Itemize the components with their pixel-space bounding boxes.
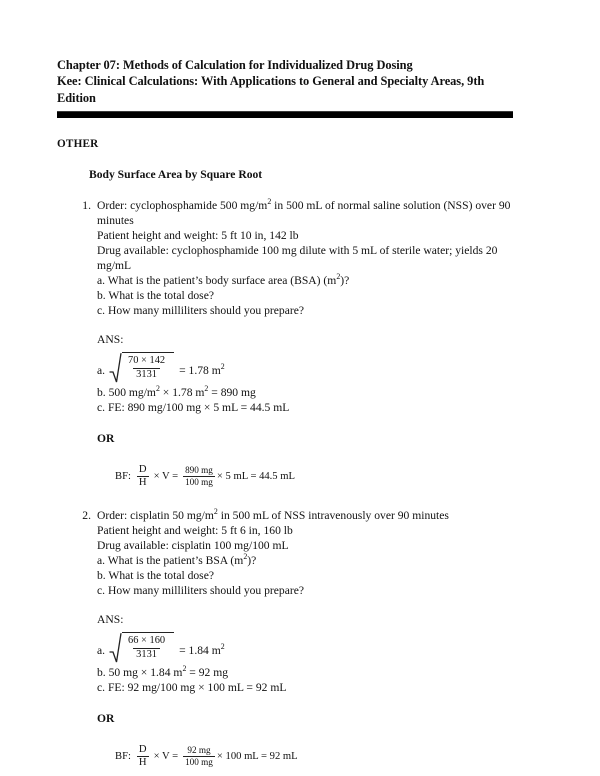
bf-dh-denominator: H bbox=[138, 757, 147, 769]
or-marker: OR bbox=[97, 711, 115, 725]
sub-a-rest: )? bbox=[340, 273, 350, 287]
fraction bbox=[125, 635, 168, 661]
bf-label: BF: bbox=[115, 751, 131, 763]
document-header bbox=[57, 57, 515, 106]
answer-a-result bbox=[174, 363, 225, 383]
header-line-book: Kee: Clinical Calculations: With Applications to General and Specialty Areas, 9th Edition bbox=[57, 74, 485, 105]
superscript-two: 2 bbox=[182, 664, 187, 674]
bf-dose-fraction bbox=[183, 745, 215, 768]
answer-b-text: b. 50 mg × 1.84 m bbox=[97, 665, 183, 679]
square-root-icon bbox=[109, 632, 122, 663]
or-marker: OR bbox=[97, 431, 115, 445]
bf-tail: × 100 mL = 92 mL bbox=[216, 751, 298, 763]
question-sub-a bbox=[97, 553, 515, 568]
answer-label: ANS: bbox=[97, 612, 124, 626]
document-content bbox=[57, 57, 515, 771]
question-patient-line: Patient height and weight: 5 ft 6 in, 160 lb bbox=[97, 523, 293, 537]
question-order-text: Order: cisplatin 50 mg/m bbox=[97, 508, 214, 522]
answer-c-line: c. FE: 92 mg/100 mg × 100 mL = 92 mL bbox=[97, 680, 287, 694]
superscript-two: 2 bbox=[204, 384, 209, 394]
radical-expression bbox=[109, 632, 174, 663]
sub-a-rest: )? bbox=[247, 553, 257, 567]
fraction-denominator: 3131 bbox=[133, 368, 160, 382]
question-sub-a bbox=[97, 273, 515, 288]
bf-dh-numerator: D bbox=[138, 464, 147, 476]
bf-dh-fraction bbox=[137, 464, 149, 489]
bf-tail: × 5 mL = 44.5 mL bbox=[216, 471, 295, 483]
question-number: 2. bbox=[82, 508, 91, 522]
section-heading-other: OTHER bbox=[57, 137, 99, 150]
answer-sqrt-formula bbox=[97, 349, 515, 383]
question-drug-line: Drug available: cyclophosphamide 100 mg dilute with 5 mL of sterile water; yields 20 mg/mL bbox=[97, 243, 498, 272]
subsection-heading-bsa: Body Surface Area by Square Root bbox=[89, 167, 263, 181]
superscript-two: 2 bbox=[336, 272, 341, 282]
superscript-two: 2 bbox=[220, 642, 225, 652]
bf-formula bbox=[115, 463, 515, 491]
bf-dh-fraction bbox=[137, 744, 149, 769]
fraction-denominator: 3131 bbox=[133, 648, 160, 662]
fraction-numerator: 70 × 142 bbox=[128, 355, 166, 367]
question-sub-c: c. How many milliliters should you prepare? bbox=[97, 583, 305, 597]
question-sub-b: b. What is the total dose? bbox=[97, 568, 214, 582]
question-sub-c: c. How many milliliters should you prepare? bbox=[97, 303, 305, 317]
bf-dose-numerator: 92 mg bbox=[187, 745, 211, 756]
question-sub-b: b. What is the total dose? bbox=[97, 288, 214, 302]
bf-dose-fraction bbox=[183, 465, 215, 488]
bf-dose-numerator: 890 mg bbox=[185, 465, 213, 476]
answer-block bbox=[57, 332, 515, 415]
answer-b-line bbox=[97, 665, 515, 680]
radicand bbox=[122, 632, 174, 663]
answer-b-text: b. 500 mg/m bbox=[97, 385, 156, 399]
answer-block bbox=[57, 612, 515, 695]
bf-times-v: × V = bbox=[153, 471, 179, 483]
superscript-two: 2 bbox=[243, 552, 248, 562]
answer-label: ANS: bbox=[97, 332, 124, 346]
question-order-rest: in 500 mL of normal saline solution (NSS) over 90 minutes bbox=[97, 198, 511, 227]
header-divider-rule bbox=[57, 111, 513, 118]
answer-b-rest: × 1.78 m bbox=[159, 385, 205, 399]
question-order-rest: in 500 mL of NSS intravenously over 90 minutes bbox=[217, 508, 449, 522]
question-patient-line: Patient height and weight: 5 ft 10 in, 142 lb bbox=[97, 228, 299, 242]
question-order-line bbox=[97, 508, 515, 523]
header-line-chapter: Chapter 07: Methods of Calculation for Individualized Drug Dosing bbox=[57, 58, 413, 72]
answer-a-letter: a. bbox=[97, 643, 106, 657]
sub-a-text: a. What is the patient’s body surface area (BSA) (m bbox=[97, 273, 337, 287]
question-drug-line: Drug available: cisplatin 100 mg/100 mL bbox=[97, 538, 289, 552]
question-item bbox=[57, 508, 515, 598]
fraction-numerator: 66 × 160 bbox=[128, 635, 166, 647]
answer-b-line bbox=[97, 385, 515, 400]
question-order-text: Order: cyclophosphamide 500 mg/m bbox=[97, 198, 268, 212]
bf-times-v: × V = bbox=[153, 751, 179, 763]
question-number: 1. bbox=[82, 198, 91, 212]
answer-c-line: c. FE: 890 mg/100 mg × 5 mL = 44.5 mL bbox=[97, 400, 290, 414]
superscript-two: 2 bbox=[213, 507, 218, 517]
answer-a-result bbox=[174, 643, 225, 663]
answer-b-rest2: = 890 mg bbox=[208, 385, 256, 399]
answer-a-letter: a. bbox=[97, 363, 106, 377]
answer-sqrt-formula bbox=[97, 629, 515, 663]
superscript-two: 2 bbox=[155, 384, 160, 394]
square-root-icon bbox=[109, 352, 122, 383]
radical-expression bbox=[109, 352, 174, 383]
superscript-two: 2 bbox=[220, 362, 225, 372]
bf-dose-denominator: 100 mg bbox=[185, 757, 213, 768]
answer-a-result-text: = 1.84 m bbox=[179, 643, 221, 657]
radicand bbox=[122, 352, 174, 383]
question-order-line bbox=[97, 198, 515, 228]
bf-formula bbox=[115, 743, 515, 771]
answer-b-rest: = 92 mg bbox=[186, 665, 229, 679]
bf-dh-numerator: D bbox=[138, 744, 147, 756]
question-item bbox=[57, 198, 515, 318]
fraction bbox=[125, 355, 168, 381]
sub-a-text: a. What is the patient’s BSA (m bbox=[97, 553, 244, 567]
bf-label: BF: bbox=[115, 471, 131, 483]
bf-dh-denominator: H bbox=[138, 477, 147, 489]
bf-dose-denominator: 100 mg bbox=[185, 477, 213, 488]
answer-a-result-text: = 1.78 m bbox=[179, 363, 221, 377]
superscript-two: 2 bbox=[267, 197, 272, 207]
